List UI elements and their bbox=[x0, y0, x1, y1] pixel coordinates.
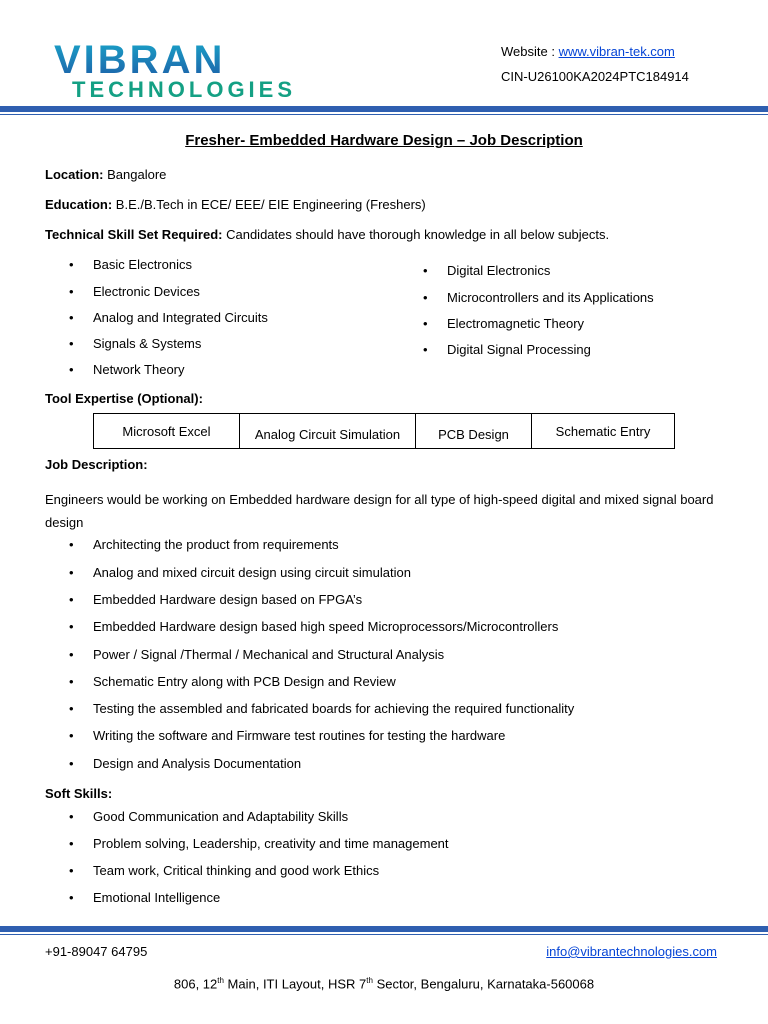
page-title: Fresher- Embedded Hardware Design – Job Description bbox=[185, 132, 583, 149]
footer-phone: +91-89047 64795 bbox=[45, 944, 148, 959]
location-line bbox=[45, 167, 166, 183]
cin-number: CIN-U26100KA2024PTC184914 bbox=[501, 69, 689, 84]
list-item-text: Digital Signal Processing bbox=[447, 342, 591, 357]
tool-cell: Analog Circuit Simulation bbox=[240, 414, 416, 449]
tool-cell: Microsoft Excel bbox=[94, 414, 240, 449]
job-description-intro: Engineers would be working on Embedded hardware design for all type of high-speed digital and mixed signal board design bbox=[45, 492, 714, 530]
footer-email-link[interactable]: info@vibrantechnologies.com bbox=[546, 944, 717, 959]
footer-divider bbox=[0, 926, 768, 932]
address-text: Main, ITI Layout, HSR 7 bbox=[223, 976, 367, 992]
skills-required-label: Technical Skill Set Required: bbox=[45, 227, 223, 242]
address-superscript: th bbox=[217, 976, 224, 985]
list-item-text: Problem solving, Leadership, creativity and time management bbox=[93, 836, 449, 851]
list-item-text: Analog and Integrated Circuits bbox=[93, 310, 268, 325]
footer-address bbox=[0, 973, 768, 992]
list-item-text: Good Communication and Adaptability Skills bbox=[93, 809, 349, 824]
tool-expertise-heading: Tool Expertise (Optional): bbox=[45, 391, 203, 406]
list-item-text: Microcontrollers and its Applications bbox=[447, 290, 654, 305]
header-divider-thin bbox=[0, 114, 768, 115]
list-item-text: Digital Electronics bbox=[447, 263, 551, 278]
address-text: Sector, Bengaluru, Karnataka-560068 bbox=[372, 976, 595, 992]
list-item-text: Electromagnetic Theory bbox=[447, 316, 585, 331]
company-logo-top: VIBRAN bbox=[54, 38, 226, 82]
list-item-text: Emotional Intelligence bbox=[93, 890, 221, 905]
address-text: 806, 12 bbox=[173, 976, 218, 992]
tool-cell: Schematic Entry bbox=[532, 414, 675, 449]
list-item-text: Team work, Critical thinking and good work Ethics bbox=[93, 863, 380, 878]
address-superscript: th bbox=[366, 976, 373, 985]
list-item-text: Basic Electronics bbox=[93, 257, 192, 272]
list-item-text: Architecting the product from requirements bbox=[93, 537, 339, 552]
list-item-text: Analog and mixed circuit design using circuit simulation bbox=[93, 565, 411, 580]
skills-required-value: Candidates should have thorough knowledge in all below subjects. bbox=[222, 227, 610, 242]
list-item-text: Testing the assembled and fabricated boards for achieving the required functionality bbox=[93, 701, 575, 716]
website-line bbox=[501, 44, 675, 60]
skills-required-line bbox=[45, 227, 609, 243]
tool-cell: PCB Design bbox=[416, 414, 532, 449]
job-description-heading: Job Description: bbox=[45, 457, 148, 472]
header-divider bbox=[0, 106, 768, 112]
education-line bbox=[45, 197, 426, 213]
list-item-text: Network Theory bbox=[93, 362, 185, 377]
list-item-text: Writing the software and Firmware test routines for testing the hardware bbox=[93, 728, 506, 743]
education-value: B.E./B.Tech in ECE/ EEE/ EIE Engineering (Freshers) bbox=[112, 197, 426, 212]
list-item-text: Electronic Devices bbox=[93, 284, 200, 299]
website-label: Website : bbox=[501, 44, 559, 59]
list-item-text: Design and Analysis Documentation bbox=[93, 756, 302, 771]
list-item-text: Signals & Systems bbox=[93, 336, 202, 351]
list-item-text: Embedded Hardware design based on FPGA’s bbox=[93, 592, 363, 607]
footer-divider-thin bbox=[0, 934, 768, 935]
location-value: Bangalore bbox=[103, 167, 167, 182]
list-item-text: Schematic Entry along with PCB Design and Review bbox=[93, 674, 396, 689]
list-item-text: Embedded Hardware design based high speed Microprocessors/Microcontrollers bbox=[93, 619, 559, 634]
tools-table bbox=[93, 413, 675, 449]
list-item-text: Power / Signal /Thermal / Mechanical and Structural Analysis bbox=[93, 647, 445, 662]
soft-skills-heading: Soft Skills: bbox=[45, 786, 113, 801]
website-link[interactable]: www.vibran-tek.com bbox=[558, 44, 675, 59]
education-label: Education: bbox=[45, 197, 113, 212]
company-logo-bottom: TECHNOLOGIES bbox=[72, 77, 297, 102]
location-label: Location: bbox=[45, 167, 104, 182]
